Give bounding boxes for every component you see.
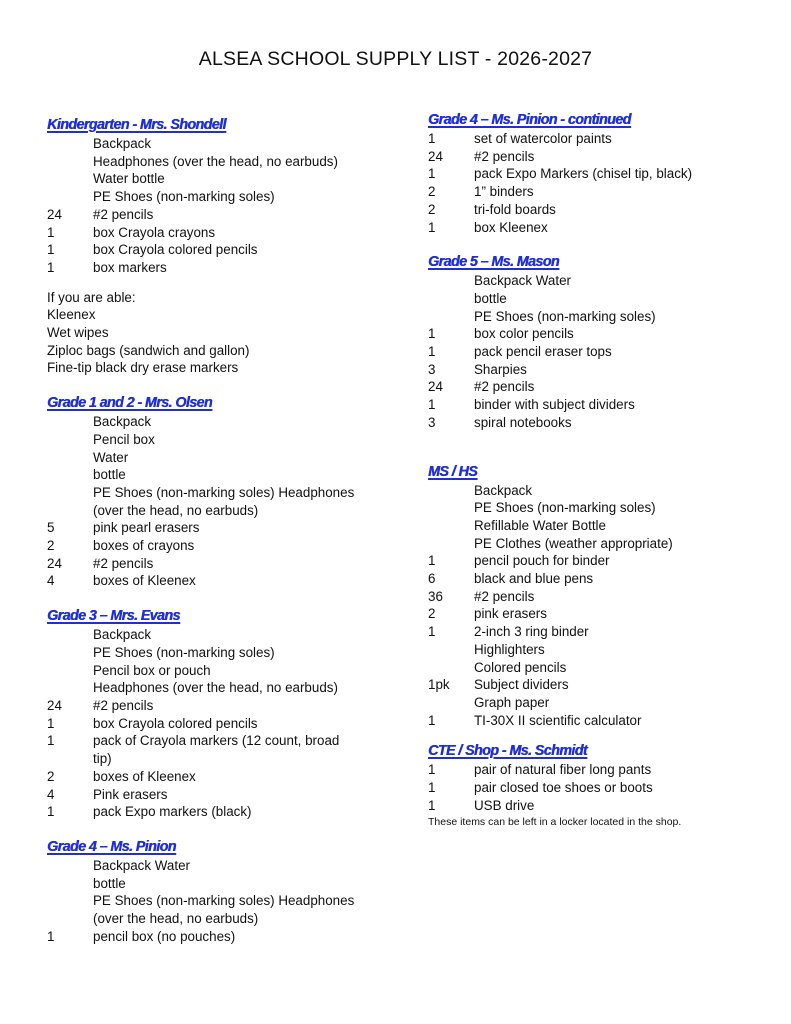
list-item [47, 413, 397, 431]
list-item [428, 499, 778, 517]
item-quantity: 24 [47, 697, 62, 713]
item-text: PE Shoes (non-marking soles) Headphones [93, 893, 355, 909]
item-text: PE Shoes (non-marking soles) [93, 189, 275, 205]
item-text: pack Expo markers (black) [93, 804, 252, 820]
item-text: tip) [93, 751, 112, 767]
item-text: #2 pencils [474, 148, 535, 164]
item-text: bottle [93, 875, 126, 891]
optional-item: Kleenex [47, 307, 96, 323]
item-text: Headphones (over the head, no earbuds) [93, 153, 338, 169]
list-item [47, 750, 397, 768]
item-text: pencil box (no pouches) [93, 928, 236, 944]
item-text: box Crayola colored pencils [93, 715, 258, 731]
item-text: Pencil box [93, 431, 155, 447]
item-list [428, 761, 778, 814]
item-text: tri-fold boards [474, 201, 556, 217]
section-ms-hs [428, 462, 778, 730]
list-item [428, 272, 778, 290]
list-item [428, 570, 778, 588]
list-item [47, 206, 397, 224]
list-item [428, 201, 778, 219]
item-text: Headphones (over the head, no earbuds) [93, 680, 338, 696]
item-text: 2-inch 3 ring binder [474, 624, 589, 640]
item-text: Backpack [93, 136, 152, 151]
item-quantity: 1 [47, 224, 55, 240]
list-item [47, 644, 397, 662]
section-heading: CTE / Shop - Ms. Schmidt [428, 742, 587, 760]
section-grade-4 [47, 837, 397, 946]
list-item [47, 857, 397, 875]
item-quantity [428, 694, 474, 712]
list-item [47, 679, 397, 697]
optional-item: Ziploc bags (sandwich and gallon) [47, 342, 250, 358]
list-item [428, 623, 778, 641]
list-item [47, 466, 397, 484]
item-quantity [47, 135, 93, 153]
item-text: Graph paper [474, 694, 550, 710]
section-grade-5 [428, 252, 778, 431]
item-text: pink erasers [474, 606, 547, 622]
list-item [47, 715, 397, 733]
section-heading: Grade 4 – Ms. Pinion [47, 837, 176, 855]
item-text: box Crayola colored pencils [93, 242, 258, 258]
item-quantity: 2 [428, 184, 436, 200]
section-cte-shop [428, 741, 778, 829]
item-text: bottle [93, 467, 126, 483]
item-quantity [428, 535, 474, 553]
item-text: Sharpies [474, 361, 527, 377]
optional-item: Wet wipes [47, 325, 109, 341]
item-quantity [47, 484, 93, 502]
item-text: Highlighters [474, 641, 545, 657]
item-text: Backpack [93, 414, 152, 430]
item-text: Backpack [93, 627, 152, 643]
list-item [428, 165, 778, 183]
item-quantity [47, 892, 93, 910]
item-quantity: 2 [428, 606, 436, 622]
item-text: box Crayola crayons [93, 224, 216, 240]
section-grade-4-continued [428, 110, 778, 236]
list-item [47, 449, 397, 467]
item-text: pair of natural fiber long pants [474, 762, 652, 778]
item-quantity [428, 659, 474, 677]
list-item [428, 605, 778, 623]
item-quantity [428, 482, 474, 500]
item-text: box Kleenex [474, 219, 548, 235]
item-quantity: 1 [428, 344, 436, 360]
list-item [47, 259, 397, 277]
item-text: pack of Crayola markers (12 count, broad [93, 733, 340, 749]
document-title: ALSEA SCHOOL SUPPLY LIST - 2026-2027 [198, 48, 593, 70]
locker-note: These items can be left in a locker located in the shop. [428, 815, 682, 828]
item-text: boxes of Kleenex [93, 573, 196, 589]
list-item [428, 308, 778, 326]
item-quantity: 1 [428, 797, 436, 813]
item-quantity: 2 [428, 201, 436, 217]
list-item [428, 535, 778, 553]
list-item [47, 170, 397, 188]
item-quantity [47, 679, 93, 697]
item-text: set of watercolor paints [474, 131, 612, 146]
item-text: #2 pencils [93, 697, 154, 713]
list-item [428, 694, 778, 712]
item-text: PE Shoes (non-marking soles) Headphones [93, 484, 355, 500]
section-heading: Grade 1 and 2 - Mrs. Olsen [47, 394, 212, 412]
section-heading: Grade 5 – Ms. Mason [428, 253, 559, 271]
list-item [428, 712, 778, 730]
item-list [428, 272, 778, 431]
list-item [428, 676, 778, 694]
item-quantity [428, 517, 474, 535]
item-quantity [428, 308, 474, 326]
list-item [428, 797, 778, 815]
item-quantity [47, 431, 93, 449]
item-quantity: 24 [47, 555, 62, 571]
item-quantity [47, 644, 93, 662]
list-item [47, 537, 397, 555]
item-quantity: 1pk [428, 677, 450, 693]
item-text: Backpack Water [93, 857, 190, 873]
item-text: box markers [93, 259, 167, 275]
left-column [47, 115, 397, 961]
item-quantity [47, 662, 93, 680]
item-quantity: 4 [47, 573, 55, 589]
item-quantity: 3 [428, 414, 436, 430]
item-text: Backpack [474, 482, 533, 498]
list-item [47, 803, 397, 821]
item-text: Backpack Water [474, 273, 571, 289]
item-quantity [47, 449, 93, 467]
item-quantity: 24 [428, 379, 443, 395]
list-item [47, 519, 397, 537]
list-item [428, 343, 778, 361]
list-item [428, 396, 778, 414]
list-item [47, 875, 397, 893]
item-text: box color pencils [474, 326, 574, 342]
item-text: Pencil box or pouch [93, 662, 211, 678]
item-quantity: 36 [428, 588, 443, 604]
item-text: PE Shoes (non-marking soles) [474, 500, 656, 516]
item-quantity: 1 [428, 780, 436, 796]
item-text: USB drive [474, 797, 535, 813]
optional-item: Fine-tip black dry erase markers [47, 360, 239, 376]
item-quantity [47, 188, 93, 206]
item-quantity: 1 [428, 166, 436, 182]
item-quantity [47, 466, 93, 484]
right-column [428, 110, 778, 846]
item-list [47, 626, 397, 821]
item-text: black and blue pens [474, 571, 594, 587]
list-item [47, 431, 397, 449]
list-item [428, 779, 778, 797]
item-text: Pink erasers [93, 786, 168, 802]
list-item [428, 378, 778, 396]
item-quantity: 24 [428, 148, 443, 164]
list-item [428, 290, 778, 308]
item-text: pair closed toe shoes or boots [474, 780, 653, 796]
list-item [428, 130, 778, 148]
item-text: spiral notebooks [474, 414, 572, 430]
list-item [428, 183, 778, 201]
list-item [428, 325, 778, 343]
list-item [428, 219, 778, 237]
list-item [428, 414, 778, 432]
list-item [428, 361, 778, 379]
item-quantity: 1 [47, 242, 55, 258]
section-heading: Grade 4 – Ms. Pinion - continued [428, 111, 631, 128]
list-item [47, 135, 397, 153]
item-quantity: 1 [47, 259, 55, 275]
item-quantity [47, 875, 93, 893]
item-quantity: 1 [428, 219, 436, 235]
list-item [47, 786, 397, 804]
item-quantity: 5 [47, 520, 55, 536]
list-item [47, 697, 397, 715]
section-heading: Grade 3 – Mrs. Evans [47, 607, 180, 625]
list-item [47, 626, 397, 644]
list-item [428, 148, 778, 166]
item-list [47, 857, 397, 946]
item-text: bottle [474, 290, 507, 306]
list-item [47, 892, 397, 910]
section-heading: Kindergarten - Mrs. Shondell [47, 116, 226, 133]
item-text: boxes of crayons [93, 538, 195, 554]
list-item [47, 502, 397, 520]
optional-item-list [47, 306, 397, 377]
item-text: pack Expo Markers (chisel tip, black) [474, 166, 693, 182]
item-quantity: 1 [428, 326, 436, 342]
item-quantity: 1 [47, 715, 55, 731]
item-quantity: 1 [47, 733, 55, 749]
item-quantity [47, 910, 93, 928]
item-quantity: 1 [47, 804, 55, 820]
item-text: (over the head, no earbuds) [93, 911, 259, 927]
list-item [47, 768, 397, 786]
item-quantity: 6 [428, 571, 436, 587]
item-quantity [47, 750, 93, 768]
list-item [47, 662, 397, 680]
item-quantity [47, 626, 93, 644]
list-item [428, 659, 778, 677]
item-quantity [428, 272, 474, 290]
list-item [47, 910, 397, 928]
item-list [47, 135, 397, 277]
item-text: boxes of Kleenex [93, 768, 196, 784]
item-quantity: 24 [47, 206, 62, 222]
item-quantity [47, 857, 93, 875]
list-item [428, 517, 778, 535]
item-text: #2 pencils [93, 206, 154, 222]
item-quantity [47, 170, 93, 188]
item-quantity: 4 [47, 786, 55, 802]
item-text: Subject dividers [474, 677, 569, 693]
list-item [428, 761, 778, 779]
item-text: PE Clothes (weather appropriate) [474, 535, 673, 551]
list-item [47, 732, 397, 750]
item-quantity [47, 413, 93, 431]
item-text: #2 pencils [474, 379, 535, 395]
item-quantity [47, 153, 93, 171]
list-item [428, 641, 778, 659]
item-list [47, 413, 397, 590]
item-list [428, 130, 778, 236]
item-list [428, 482, 778, 730]
item-text: PE Shoes (non-marking soles) [474, 308, 656, 324]
item-text: Colored pencils [474, 659, 567, 675]
section-kindergarten [47, 115, 397, 377]
list-item [47, 928, 397, 946]
item-text: binder with subject dividers [474, 397, 635, 413]
item-text: TI-30X II scientific calculator [474, 712, 642, 728]
item-text: 1” binders [474, 184, 534, 200]
item-quantity: 2 [47, 538, 55, 554]
item-text: PE Shoes (non-marking soles) [93, 644, 275, 660]
item-quantity [428, 641, 474, 659]
item-text: Water bottle [93, 171, 165, 187]
list-item [47, 572, 397, 590]
item-text: pack pencil eraser tops [474, 344, 612, 360]
item-quantity [428, 290, 474, 308]
list-item [47, 153, 397, 171]
list-item [47, 224, 397, 242]
item-quantity: 3 [428, 361, 436, 377]
item-quantity: 1 [428, 624, 436, 640]
item-quantity: 1 [428, 397, 436, 413]
optional-label: If you are able: [47, 289, 136, 305]
list-item [47, 484, 397, 502]
list-item [47, 188, 397, 206]
list-item [47, 241, 397, 259]
list-item [428, 482, 778, 500]
item-quantity: 1 [428, 553, 436, 569]
item-quantity: 1 [47, 928, 55, 944]
section-grade-3 [47, 606, 397, 821]
item-quantity [428, 499, 474, 517]
item-text: #2 pencils [474, 588, 535, 604]
list-item [428, 552, 778, 570]
item-text: pink pearl erasers [93, 520, 200, 536]
item-text: Refillable Water Bottle [474, 517, 606, 533]
section-heading: MS / HS [428, 462, 478, 480]
item-quantity: 1 [428, 131, 436, 146]
item-text: #2 pencils [93, 555, 154, 571]
list-item [428, 588, 778, 606]
item-text: Water [93, 449, 129, 465]
item-text: (over the head, no earbuds) [93, 502, 259, 518]
item-quantity: 1 [428, 762, 436, 778]
section-grade-1-2 [47, 393, 397, 590]
item-quantity: 2 [47, 768, 55, 784]
list-item [47, 555, 397, 573]
item-quantity [47, 502, 93, 520]
item-quantity: 1 [428, 712, 436, 728]
item-text: pencil pouch for binder [474, 553, 610, 569]
